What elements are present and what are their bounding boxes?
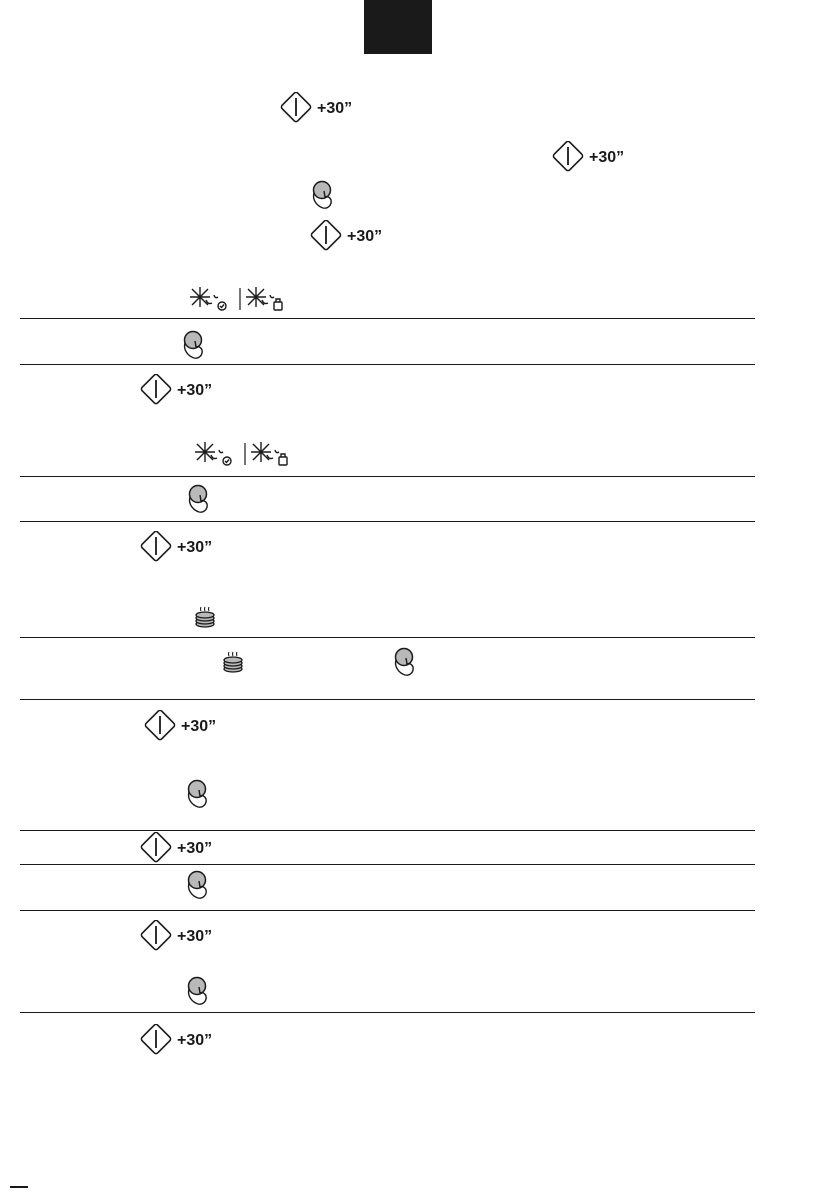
start-plus-30-icon xyxy=(143,710,233,746)
section-divider xyxy=(20,864,755,865)
start-label: +30” xyxy=(177,1032,213,1049)
reheat-plates-icon xyxy=(193,605,217,629)
start-label: +30” xyxy=(589,149,625,166)
section-divider xyxy=(20,699,755,700)
start-plus-30-icon xyxy=(139,374,229,410)
start-plus-30-icon xyxy=(279,92,369,128)
start-label: +30” xyxy=(181,718,217,735)
start-label: +30” xyxy=(177,539,213,556)
page-edge-mark xyxy=(10,1186,28,1188)
section-divider xyxy=(20,521,755,522)
start-plus-30-icon xyxy=(551,141,641,177)
defrost-weight-time-icon xyxy=(193,441,303,469)
dial-knob-icon xyxy=(184,868,212,900)
start-plus-30-icon xyxy=(309,220,399,256)
dial-knob-icon xyxy=(185,482,213,514)
dial-knob-icon xyxy=(180,328,208,360)
language-tab xyxy=(364,0,432,54)
section-divider xyxy=(20,318,755,319)
section-divider xyxy=(20,910,755,911)
start-label: +30” xyxy=(177,382,213,399)
section-divider xyxy=(20,830,755,831)
dial-knob-icon xyxy=(184,777,212,809)
start-label: +30” xyxy=(177,928,213,945)
start-label: +30” xyxy=(317,100,353,117)
dial-knob-icon xyxy=(184,974,212,1006)
section-divider xyxy=(20,476,755,477)
start-label: +30” xyxy=(177,840,213,857)
section-divider xyxy=(20,1012,755,1013)
dial-knob-icon xyxy=(391,645,419,677)
start-plus-30-icon xyxy=(139,531,229,567)
section-divider xyxy=(20,364,755,365)
start-label: +30” xyxy=(347,228,383,245)
reheat-plates-icon xyxy=(221,650,245,674)
start-plus-30-icon xyxy=(139,920,229,956)
start-plus-30-icon xyxy=(139,832,229,868)
dial-knob-icon xyxy=(309,178,337,210)
defrost-weight-time-icon xyxy=(188,286,298,314)
section-divider xyxy=(20,637,755,638)
start-plus-30-icon xyxy=(139,1024,229,1060)
